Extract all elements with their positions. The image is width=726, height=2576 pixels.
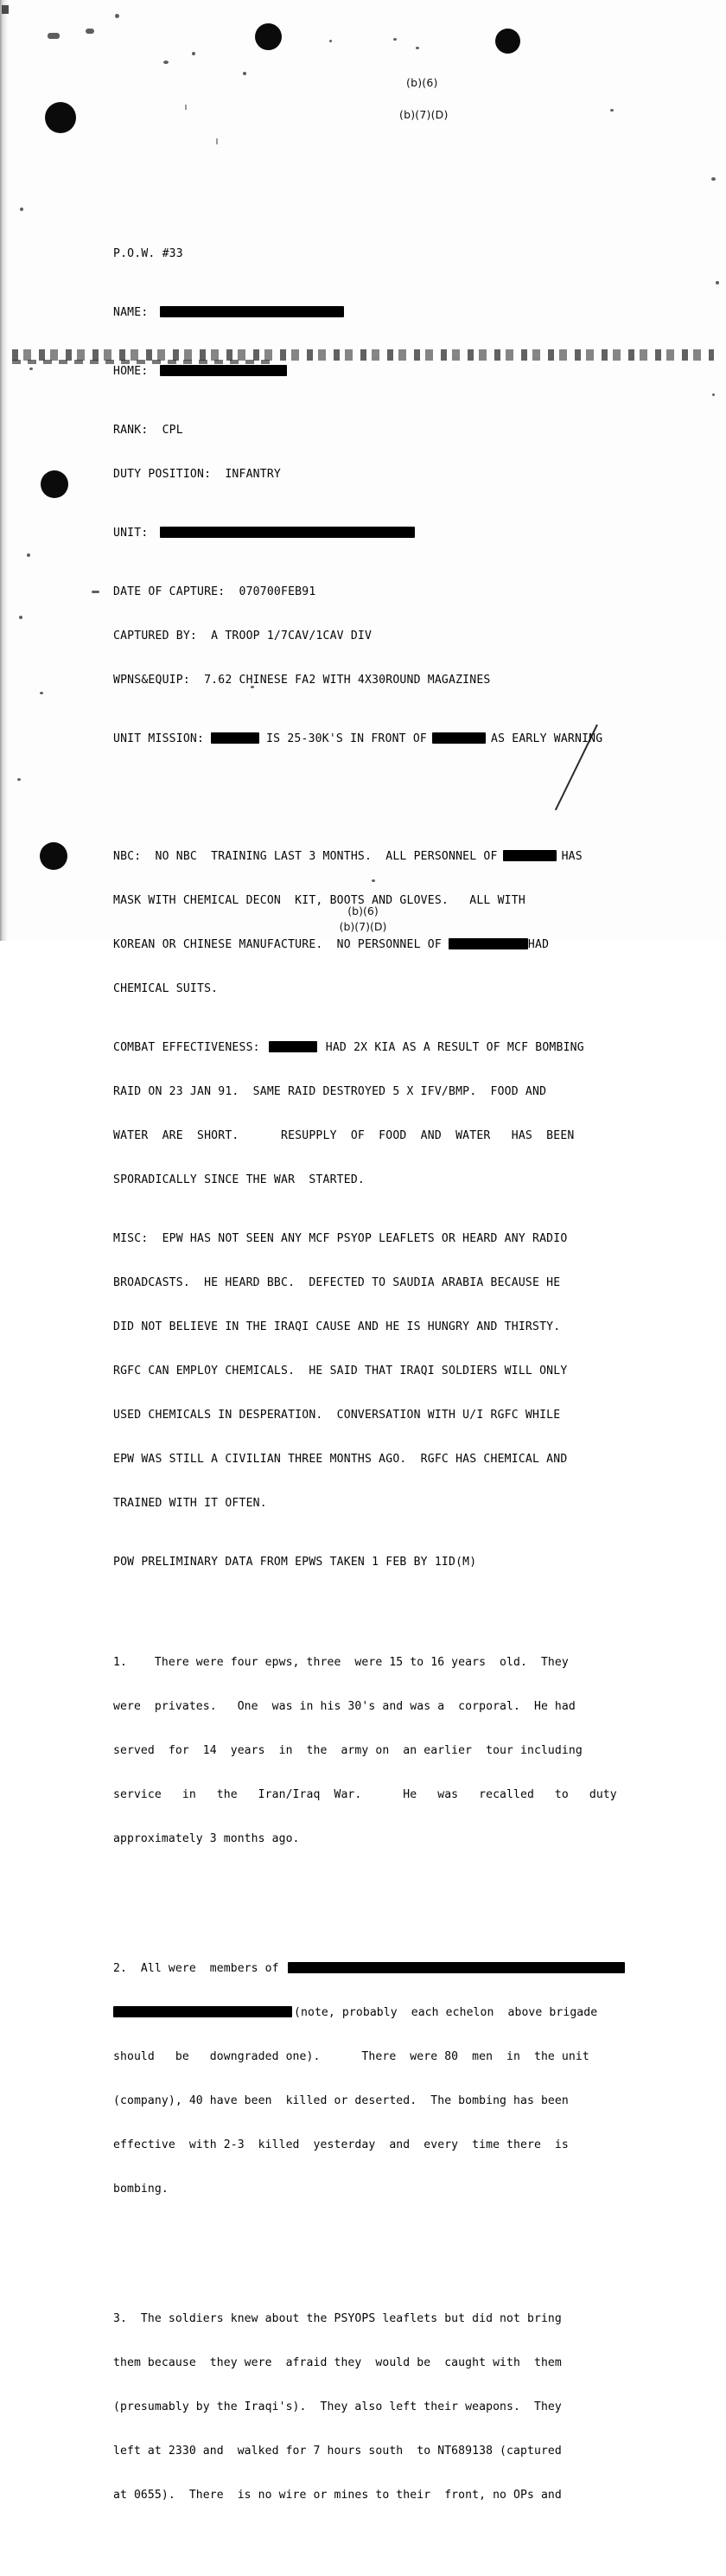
scan-streak (216, 138, 218, 144)
redaction-bar (160, 527, 415, 538)
paragraph-1 (113, 1626, 694, 1876)
misc-line-5: USED CHEMICALS IN DESPERATION. CONVERSATION WITH U/I RGFC WHILE (113, 1409, 561, 1422)
paragraph-1-line-2: were privates. One was in his 30's and was a corporal. He had (113, 1700, 576, 1713)
scan-speck (27, 553, 30, 557)
misc-line-2: BROADCASTS. HE HEARD BBC. DEFECTED TO SAUDIA ARABIA BECAUSE HE (113, 1276, 561, 1289)
misc-line-6: EPW WAS STILL A CIVILIAN THREE MONTHS AGO. RGFC HAS CHEMICAL AND (113, 1453, 568, 1466)
redaction-bar (160, 306, 344, 317)
punch-hole (45, 102, 76, 133)
paragraph-2-line-2-suffix: (note, probably each echelon above brigade (294, 2006, 598, 2019)
scan-speck (712, 393, 715, 396)
paragraph-3-line-3: (presumably by the Iraqi's). They also left their weapons. They (113, 2400, 562, 2413)
punch-hole (41, 470, 68, 498)
scan-speck (48, 33, 60, 39)
scan-speck (20, 208, 23, 211)
redaction-code-b6-top: (b)(6) (406, 76, 438, 89)
scan-edge-artifact (0, 0, 9, 941)
misc-line-1: MISC: EPW HAS NOT SEEN ANY MCF PSYOP LEAFLETS OR HEARD ANY RADIO (113, 1232, 568, 1245)
report-title: P.O.W. #33 (113, 247, 183, 260)
field-unit-label: UNIT: (113, 527, 149, 540)
paragraph-1-line-3: served for 14 years in the army on an earlier tour including (113, 1744, 583, 1757)
paragraph-3-line-5: at 0655). There is no wire or mines to their front, no OPs and (113, 2489, 562, 2502)
nbc-line-1-prefix: NBC: NO NBC TRAINING LAST 3 MONTHS. ALL PERSONNEL OF (113, 850, 498, 863)
paragraph-1-line-4: service in the Iran/Iraq War. He was recalled to duty (113, 1788, 617, 1801)
scan-speck (393, 38, 397, 41)
scan-speck (192, 52, 195, 55)
scan-speck (115, 14, 119, 18)
combat-effectiveness-line-4: SPORADICALLY SINCE THE WAR STARTED. (113, 1173, 365, 1186)
field-name-label: NAME: (113, 306, 149, 319)
redaction-bar (113, 2006, 292, 2017)
combat-effectiveness-line-2: RAID ON 23 JAN 91. SAME RAID DESTROYED 5 X IFV/BMP. FOOD AND (113, 1085, 547, 1098)
redaction-code-b7d-bottom: (b)(7)(D) (339, 920, 387, 933)
redaction-bar (211, 732, 259, 744)
paragraph-3-line-4: left at 2330 and walked for 7 hours south to NT689138 (captured (113, 2445, 562, 2458)
punch-hole (255, 23, 282, 50)
scan-speck (329, 40, 332, 42)
scan-speck (19, 616, 22, 619)
paragraph-2-line-6: bombing. (113, 2183, 169, 2196)
combat-effectiveness-label: COMBAT EFFECTIVENESS: (113, 1041, 260, 1054)
scan-corner-mark (2, 5, 9, 14)
scan-speck (711, 177, 716, 181)
redaction-bar (449, 938, 528, 949)
scan-speck (29, 368, 33, 370)
nbc-line-1 (113, 849, 694, 864)
paragraph-2-line-1-prefix: 2. All were members of (113, 1962, 279, 1975)
nbc-line-3 (113, 937, 694, 952)
scan-speck (86, 29, 94, 34)
paragraph-2-line-1 (113, 1961, 694, 1976)
paragraph-1-line-5: approximately 3 months ago. (113, 1832, 300, 1845)
paragraph-2-line-4: (company), 40 have been killed or deserted. The bombing has been (113, 2094, 569, 2107)
paragraph-2 (113, 1932, 694, 2226)
misc-line-4: RGFC CAN EMPLOY CHEMICALS. HE SAID THAT IRAQI SOLDIERS WILL ONLY (113, 1365, 568, 1377)
field-home (113, 364, 694, 379)
redaction-bar (432, 732, 486, 744)
field-unit-mission (113, 732, 694, 746)
redaction-bar (503, 850, 557, 861)
paragraph-1-line-1: 1. There were four epws, three were 15 to 16 years old. They (113, 1656, 569, 1669)
paragraph-2-line-2 (113, 2005, 694, 2020)
scan-speck (40, 692, 43, 694)
scan-speck (163, 61, 169, 64)
scan-streak (185, 105, 187, 110)
prelim-data-heading: POW PRELIMINARY DATA FROM EPWS TAKEN 1 FEB BY 1ID(M) (113, 1556, 477, 1569)
redaction-bar (288, 1962, 625, 1973)
field-home-label: HOME: (113, 365, 149, 378)
field-unit (113, 526, 694, 540)
combat-effectiveness-line-3: WATER ARE SHORT. RESUPPLY OF FOOD AND WATER HAS BEEN (113, 1129, 575, 1142)
punch-hole (495, 29, 520, 54)
field-weapons-equipment: WPNS&EQUIP: 7.62 CHINESE FA2 WITH 4X30ROUND MAGAZINES (113, 674, 491, 687)
unit-mission-mid: IS 25-30K'S IN FRONT OF (266, 732, 428, 745)
nbc-line-1-suffix: HAS (561, 850, 583, 863)
field-name (113, 305, 694, 320)
scan-speck (17, 778, 21, 781)
redaction-code-b7d-top: (b)(7)(D) (399, 108, 449, 121)
field-date-of-capture: DATE OF CAPTURE: 070700FEB91 (113, 585, 316, 598)
paragraph-2-line-3: should be downgraded one). There were 80 men in the unit (113, 2050, 589, 2063)
paragraph-3-line-1: 3. The soldiers knew about the PSYOPS leaflets but did not bring (113, 2312, 562, 2325)
misc-line-3: DID NOT BELIEVE IN THE IRAQI CAUSE AND HE IS HUNGRY AND THIRSTY. (113, 1320, 561, 1333)
nbc-line-2: MASK WITH CHEMICAL DECON KIT, BOOTS AND GLOVES. ALL WITH (113, 894, 525, 907)
redaction-bar (160, 365, 287, 376)
redaction-bar (269, 1041, 317, 1052)
scan-speck (243, 72, 246, 75)
misc-line-7: TRAINED WITH IT OFTEN. (113, 1497, 267, 1510)
paragraph-3 (113, 2282, 694, 2532)
nbc-line-4: CHEMICAL SUITS. (113, 982, 219, 995)
scan-speck (416, 47, 419, 49)
unit-mission-suffix: AS EARLY WARNING (491, 732, 603, 745)
scan-speck (716, 281, 719, 284)
punch-hole (40, 842, 67, 870)
scan-speck (610, 109, 614, 112)
nbc-line-3-suffix: HAD (527, 938, 550, 951)
field-captured-by: CAPTURED BY: A TROOP 1/7CAV/1CAV DIV (113, 630, 373, 642)
spacer-line (113, 790, 694, 805)
paragraph-2-line-5: effective with 2-3 killed yesterday and every time there is (113, 2138, 569, 2151)
field-duty-position: DUTY POSITION: INFANTRY (113, 468, 281, 481)
combat-effectiveness-line-1 (113, 1040, 694, 1055)
field-rank: RANK: CPL (113, 424, 183, 437)
nbc-line-3-prefix: KOREAN OR CHINESE MANUFACTURE. NO PERSONNEL OF (113, 938, 442, 951)
scan-speck (92, 591, 99, 593)
combat-effectiveness-line-1-suffix: HAD 2X KIA AS A RESULT OF MCF BOMBING (325, 1041, 584, 1054)
pow-report-text (113, 202, 694, 2576)
redaction-code-b6-bottom: (b)(6) (347, 904, 379, 917)
unit-mission-label: UNIT MISSION: (113, 732, 205, 745)
paragraph-3-line-2: them because they were afraid they would be caught with them (113, 2356, 562, 2369)
